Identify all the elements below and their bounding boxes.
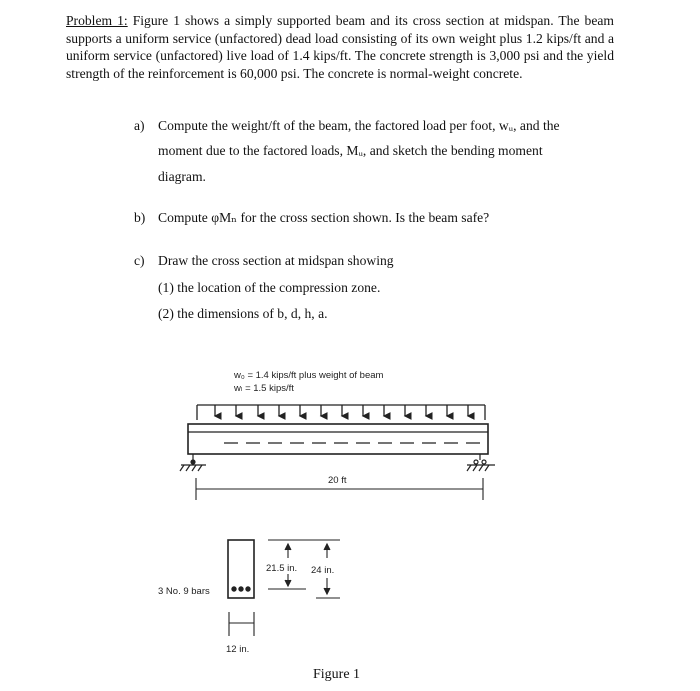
part-b-line-1: Compute φMₙ for the cross section shown. Is the beam safe?	[158, 210, 490, 225]
span-label: 20 ft	[328, 475, 347, 486]
effective-depth-label: 21.5 in.	[266, 563, 298, 574]
load-arrows	[215, 405, 468, 416]
cross-section	[228, 540, 254, 598]
distributed-load	[197, 405, 485, 420]
pin-support-left	[180, 454, 206, 471]
beam	[188, 424, 488, 454]
rebar-3	[246, 587, 250, 591]
part-c-label: c)	[134, 253, 145, 268]
bars-label: 3 No. 9 bars	[158, 586, 210, 597]
live-load-label: wₗ = 1.5 kips/ft	[234, 383, 294, 394]
part-a-line-2: moment due to the factored loads, Mᵤ, and sketch the bending moment	[158, 143, 543, 158]
part-a-line-1: Compute the weight/ft of the beam, the factored load per foot, wᵤ, and the	[158, 118, 560, 133]
problem-text: Figure 1 shows a simply supported beam and its cross section at midspan. The beam supports a uniform service (unfactored) dead load consisting of its own weight plus 1.2 kips/ft and a uniform service (unfactored) live load of 1.4 kips/ft. The concrete strength is 3,000 psi and the yield strength of the reinforcement is 60,000 psi. The concrete is normal-weight concrete.	[66, 13, 614, 81]
part-c-line-3: (2) the dimensions of b, d, h, a.	[158, 306, 328, 321]
roller-support-right	[467, 454, 495, 471]
total-depth-label: 24 in.	[311, 565, 335, 576]
width-label: 12 in.	[226, 644, 250, 655]
figure-caption: Figure 1	[313, 667, 361, 682]
dead-load-label: w₀ = 1.4 kips/ft plus weight of beam	[234, 370, 384, 381]
part-c-line-2: (1) the location of the compression zone.	[158, 280, 381, 295]
rebar-2	[239, 587, 243, 591]
part-c-line-1: Draw the cross section at midspan showing	[158, 253, 394, 268]
problem-heading: Problem 1:	[66, 13, 128, 28]
width-dimension	[229, 612, 254, 636]
part-a-line-3: diagram.	[158, 169, 206, 184]
part-a-label: a)	[134, 118, 145, 133]
part-b-label: b)	[134, 210, 146, 225]
rebar-1	[232, 587, 236, 591]
